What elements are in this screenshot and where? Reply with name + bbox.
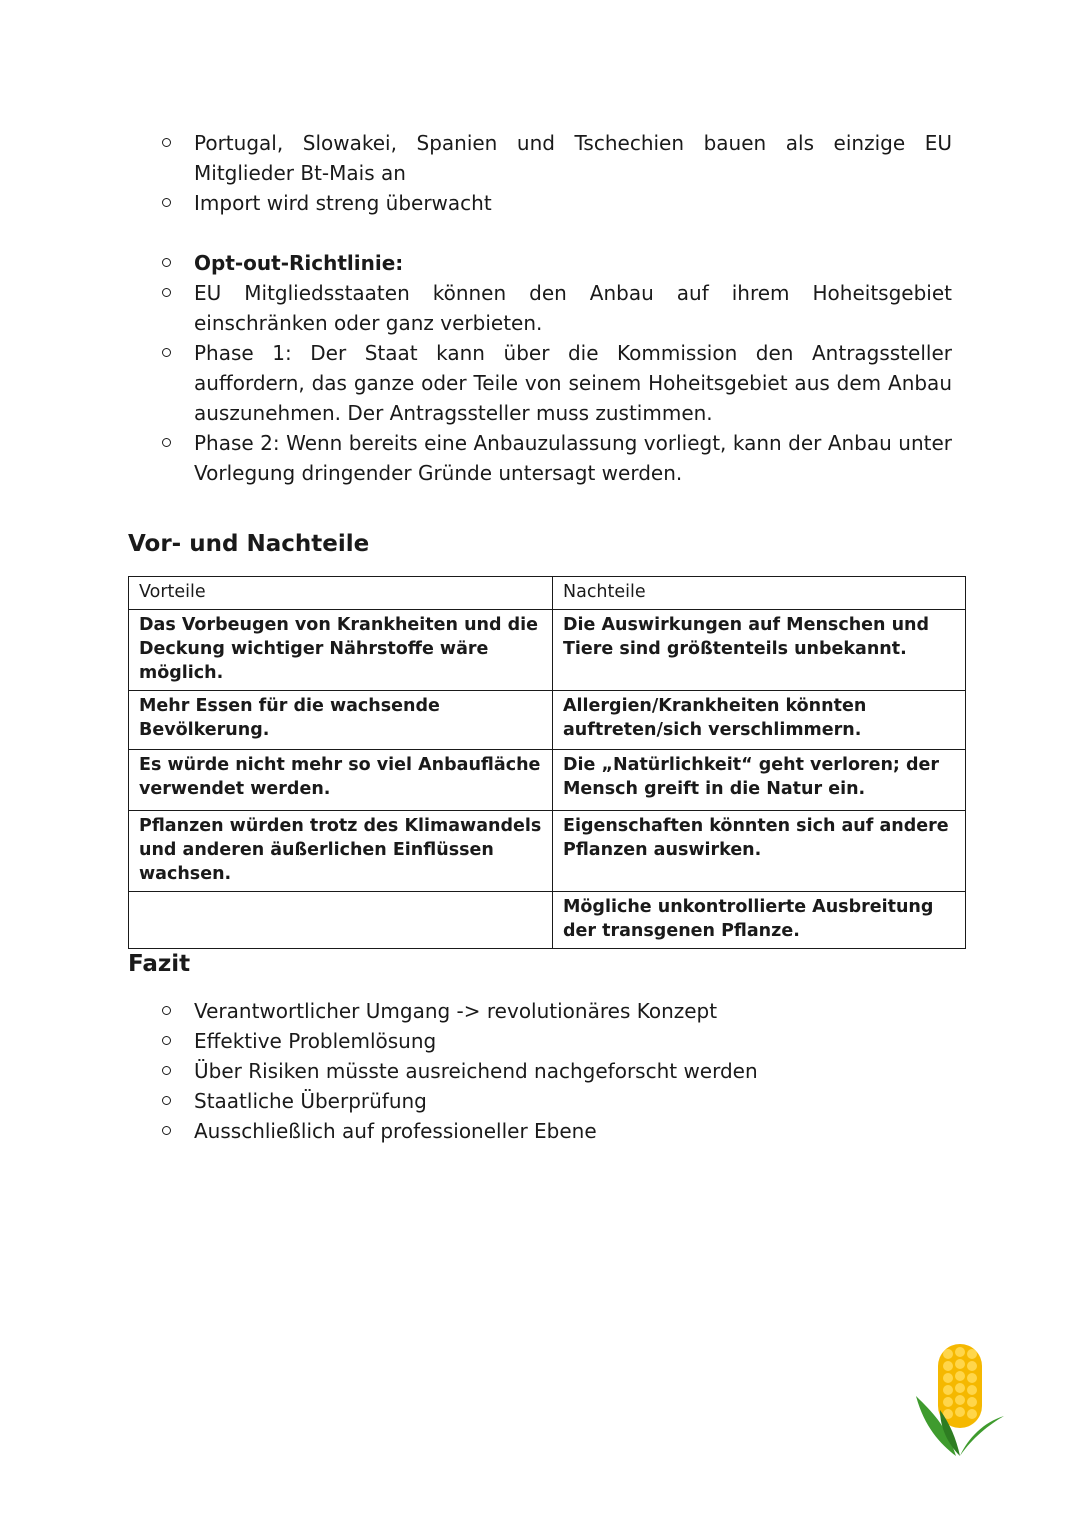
section-heading-pros-cons: Vor- und Nachteile [128, 531, 370, 557]
table-cell-pro [129, 892, 553, 949]
list-item [162, 128, 952, 188]
table-cell-con: Mögliche unkontrollierte Ausbreitung der transgenen Pflanze. [553, 892, 966, 949]
list-item-text: Portugal, Slowakei, Spanien und Tschechien bauen als einzige EU Mitglieder Bt-Mais an [194, 131, 952, 185]
pros-cons-table [128, 576, 966, 949]
table-row [129, 691, 966, 750]
opt-out-list [162, 248, 952, 488]
table-cell-con: Die „Natürlichkeit“ geht verloren; der Mensch greift in die Natur ein. [553, 750, 966, 811]
circle-bullet-icon [162, 1036, 171, 1045]
list-item [162, 996, 952, 1026]
list-item-text: Verantwortlicher Umgang -> revolutionäres Konzept [194, 999, 718, 1023]
table-cell-con: Die Auswirkungen auf Menschen und Tiere sind größtenteils unbekannt. [553, 610, 966, 691]
table-row [129, 892, 966, 949]
circle-bullet-icon [162, 288, 171, 297]
table-row [129, 811, 966, 892]
list-item-text: Phase 1: Der Staat kann über die Kommission den Antragssteller auffordern, das ganze oder Teile von seinem Hoheitsgebiet aus dem Anbau auszunehmen. Der Antragssteller muss zustimmen. [194, 341, 952, 425]
table-cell-pro: Pflanzen würden trotz des Klimawandels und anderen äußerlichen Einflüssen wachsen. [129, 811, 553, 892]
list-item [162, 1056, 952, 1086]
corn-cob [938, 1344, 982, 1428]
list-item-text: Über Risiken müsste ausreichend nachgeforscht werden [194, 1059, 758, 1083]
list-item-text: Staatliche Überprüfung [194, 1089, 427, 1113]
list-item-text: Import wird streng überwacht [194, 191, 492, 215]
list-item [162, 1086, 952, 1116]
circle-bullet-icon [162, 138, 171, 147]
list-item [162, 248, 952, 278]
list-item [162, 1116, 952, 1146]
table-cell-con: Allergien/Krankheiten könnten auftreten/sich verschlimmern. [553, 691, 966, 750]
table-cell-con: Eigenschaften könnten sich auf andere Pflanzen auswirken. [553, 811, 966, 892]
circle-bullet-icon [162, 198, 171, 207]
circle-bullet-icon [162, 258, 171, 267]
list-item [162, 338, 952, 428]
list-item-text: Ausschließlich auf professioneller Ebene [194, 1119, 597, 1143]
circle-bullet-icon [162, 1066, 171, 1075]
circle-bullet-icon [162, 438, 171, 447]
table-cell-pro: Das Vorbeugen von Krankheiten und die Deckung wichtiger Nährstoffe wäre möglich. [129, 610, 553, 691]
list-item-text: Phase 2: Wenn bereits eine Anbauzulassung vorliegt, kann der Anbau unter Vorlegung dringender Gründe untersagt werden. [194, 431, 952, 485]
corn-icon [910, 1340, 1010, 1460]
table-header-row [129, 577, 966, 610]
list-item [162, 428, 952, 488]
circle-bullet-icon [162, 1006, 171, 1015]
column-header-pros: Vorteile [129, 577, 553, 610]
section-heading-fazit: Fazit [128, 951, 191, 977]
list-item [162, 278, 952, 338]
table-row [129, 610, 966, 691]
list-item [162, 188, 952, 218]
circle-bullet-icon [162, 1126, 171, 1135]
circle-bullet-icon [162, 348, 171, 357]
list-item [162, 1026, 952, 1056]
list-item-text: EU Mitgliedsstaaten können den Anbau auf ihrem Hoheitsgebiet einschränken oder ganz verbieten. [194, 281, 952, 335]
top-bullet-list [162, 128, 952, 218]
table-cell-pro: Es würde nicht mehr so viel Anbaufläche verwendet werden. [129, 750, 553, 811]
list-item-text: Effektive Problemlösung [194, 1029, 437, 1053]
table-row [129, 750, 966, 811]
column-header-cons: Nachteile [553, 577, 966, 610]
fazit-list [162, 996, 952, 1146]
table-cell-pro: Mehr Essen für die wachsende Bevölkerung. [129, 691, 553, 750]
opt-out-heading: Opt-out-Richtlinie: [194, 251, 404, 275]
circle-bullet-icon [162, 1096, 171, 1105]
